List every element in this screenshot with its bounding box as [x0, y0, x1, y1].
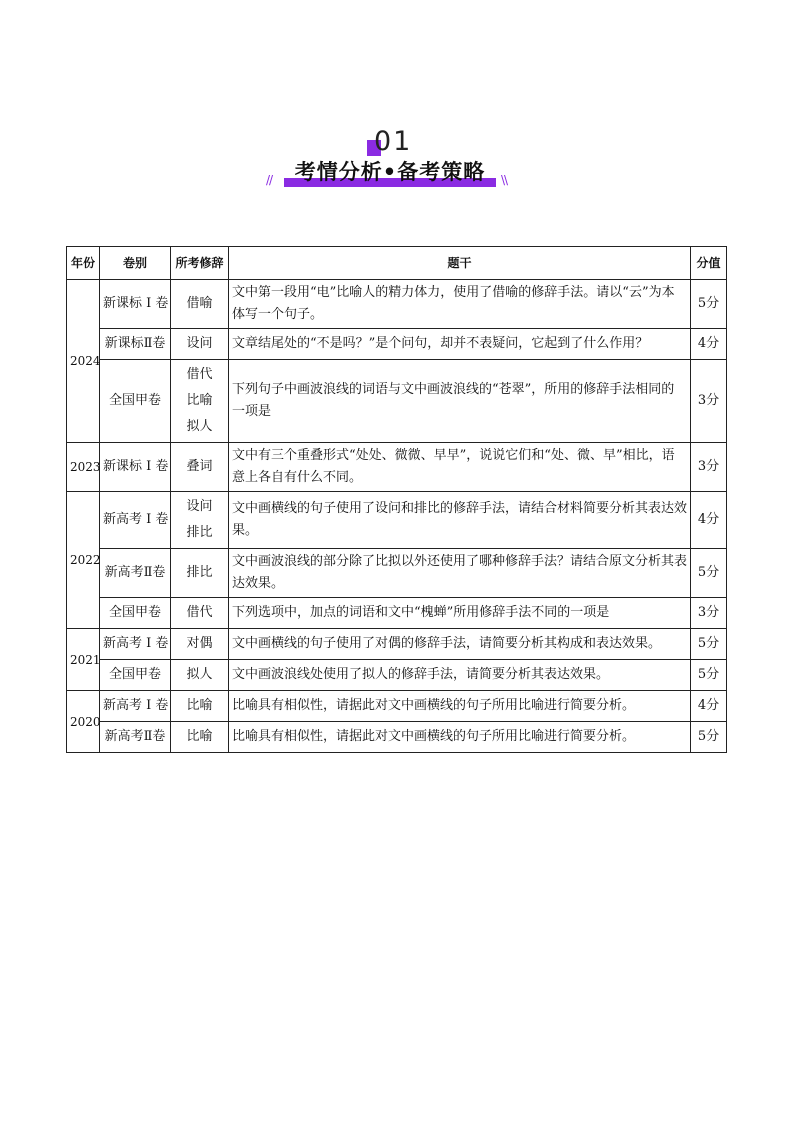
year-cell: 2023 — [67, 443, 100, 492]
question-cell: 文中画波浪线的部分除了比拟以外还使用了哪种修辞手法？请结合原文分析其表达效果。 — [229, 549, 691, 598]
table-row — [67, 443, 727, 492]
rhetorical-device: 比喻 — [186, 393, 213, 408]
header-paper: 卷别 — [100, 247, 171, 280]
question-cell: 下列句子中画波浪线的词语与文中画波浪线的“苍翠”，所用的修辞手法相同的一项是 — [229, 360, 691, 443]
table-row — [67, 329, 727, 360]
question-cell: 文中画横线的句子使用了设问和排比的修辞手法，请结合材料简要分析其表达效果。 — [229, 492, 691, 549]
paper-cell: 新课标 I 卷 — [100, 280, 171, 329]
score-cell: 5分 — [691, 722, 727, 753]
question-cell: 下列选项中，加点的词语和文中“槐蝉”所用修辞手法不同的一项是 — [229, 598, 691, 629]
score-cell: 5分 — [691, 280, 727, 329]
paper-cell: 新高考 I 卷 — [100, 629, 171, 660]
paper-cell: 新高考Ⅱ卷 — [100, 722, 171, 753]
left-slash-decoration: // — [266, 173, 273, 187]
table-row — [67, 360, 727, 443]
rhetorical-device: 借代 — [186, 367, 213, 382]
rhetorical-device: 借代 — [186, 605, 213, 620]
rhetorical-device: 借喻 — [186, 296, 213, 311]
section-header — [0, 126, 794, 196]
device-cell — [171, 329, 229, 360]
rhetorical-device: 对偶 — [186, 636, 213, 651]
paper-cell: 新高考 I 卷 — [100, 492, 171, 549]
score-cell: 5分 — [691, 549, 727, 598]
question-cell: 文中画横线的句子使用了对偶的修辞手法，请简要分析其构成和表达效果。 — [229, 629, 691, 660]
score-cell: 5分 — [691, 660, 727, 691]
table-row — [67, 691, 727, 722]
year-cell: 2021 — [67, 629, 100, 691]
question-cell: 文中有三个重叠形式“处处、微微、早早”，说说它们和“处、微、早”相比，语意上各自有什么不同。 — [229, 443, 691, 492]
right-slash-decoration: \\ — [501, 173, 508, 187]
table-header-row — [67, 247, 727, 280]
device-cell — [171, 360, 229, 443]
device-cell — [171, 691, 229, 722]
header-year: 年份 — [67, 247, 100, 280]
device-cell — [171, 280, 229, 329]
score-cell: 4分 — [691, 691, 727, 722]
rhetorical-device: 比喻 — [186, 729, 213, 744]
score-cell: 4分 — [691, 329, 727, 360]
table-row — [67, 492, 727, 549]
score-cell: 3分 — [691, 443, 727, 492]
device-cell — [171, 549, 229, 598]
rhetorical-device: 拟人 — [186, 419, 213, 434]
rhetorical-device: 拟人 — [186, 667, 213, 682]
year-cell: 2022 — [67, 492, 100, 629]
device-cell — [171, 722, 229, 753]
device-cell — [171, 629, 229, 660]
exam-analysis-table — [66, 246, 727, 753]
section-number-badge — [366, 126, 426, 160]
paper-cell: 新高考 I 卷 — [100, 691, 171, 722]
year-cell: 2024 — [67, 280, 100, 443]
header-question: 题干 — [229, 247, 691, 280]
rhetorical-device: 设问 — [186, 499, 213, 514]
table-row — [67, 722, 727, 753]
question-cell: 文中第一段用“电”比喻人的精力体力，使用了借喻的修辞手法。请以“云”为本体写一个句子。 — [229, 280, 691, 329]
paper-cell: 全国甲卷 — [100, 360, 171, 443]
header-device: 所考修辞 — [171, 247, 229, 280]
device-cell — [171, 492, 229, 549]
table-row — [67, 280, 727, 329]
rhetorical-device: 排比 — [186, 565, 213, 580]
score-cell: 4分 — [691, 492, 727, 549]
score-cell: 3分 — [691, 360, 727, 443]
header-score: 分值 — [691, 247, 727, 280]
year-cell: 2020 — [67, 691, 100, 753]
table-row — [67, 598, 727, 629]
device-cell — [171, 443, 229, 492]
rhetorical-device: 设问 — [186, 336, 213, 351]
question-cell: 比喻具有相似性，请据此对文中画横线的句子所用比喻进行简要分析。 — [229, 722, 691, 753]
table-body — [67, 280, 727, 753]
score-cell: 5分 — [691, 629, 727, 660]
rhetorical-device: 叠词 — [186, 459, 213, 474]
rhetorical-device: 比喻 — [186, 698, 213, 713]
table-row — [67, 660, 727, 691]
paper-cell: 新课标 I 卷 — [100, 443, 171, 492]
rhetorical-device: 排比 — [186, 525, 213, 540]
table-row — [67, 629, 727, 660]
section-title: 考情分析•备考策略 — [294, 160, 486, 184]
device-cell — [171, 598, 229, 629]
question-cell: 文中画波浪线处使用了拟人的修辞手法，请简要分析其表达效果。 — [229, 660, 691, 691]
paper-cell: 新课标Ⅱ卷 — [100, 329, 171, 360]
table-row — [67, 549, 727, 598]
question-cell: 比喻具有相似性，请据此对文中画横线的句子所用比喻进行简要分析。 — [229, 691, 691, 722]
paper-cell: 全国甲卷 — [100, 660, 171, 691]
question-cell: 文章结尾处的“不是吗？”是个问句，却并不表疑问，它起到了什么作用？ — [229, 329, 691, 360]
device-cell — [171, 660, 229, 691]
section-number: 01 — [374, 126, 413, 157]
paper-cell: 全国甲卷 — [100, 598, 171, 629]
score-cell: 3分 — [691, 598, 727, 629]
paper-cell: 新高考Ⅱ卷 — [100, 549, 171, 598]
